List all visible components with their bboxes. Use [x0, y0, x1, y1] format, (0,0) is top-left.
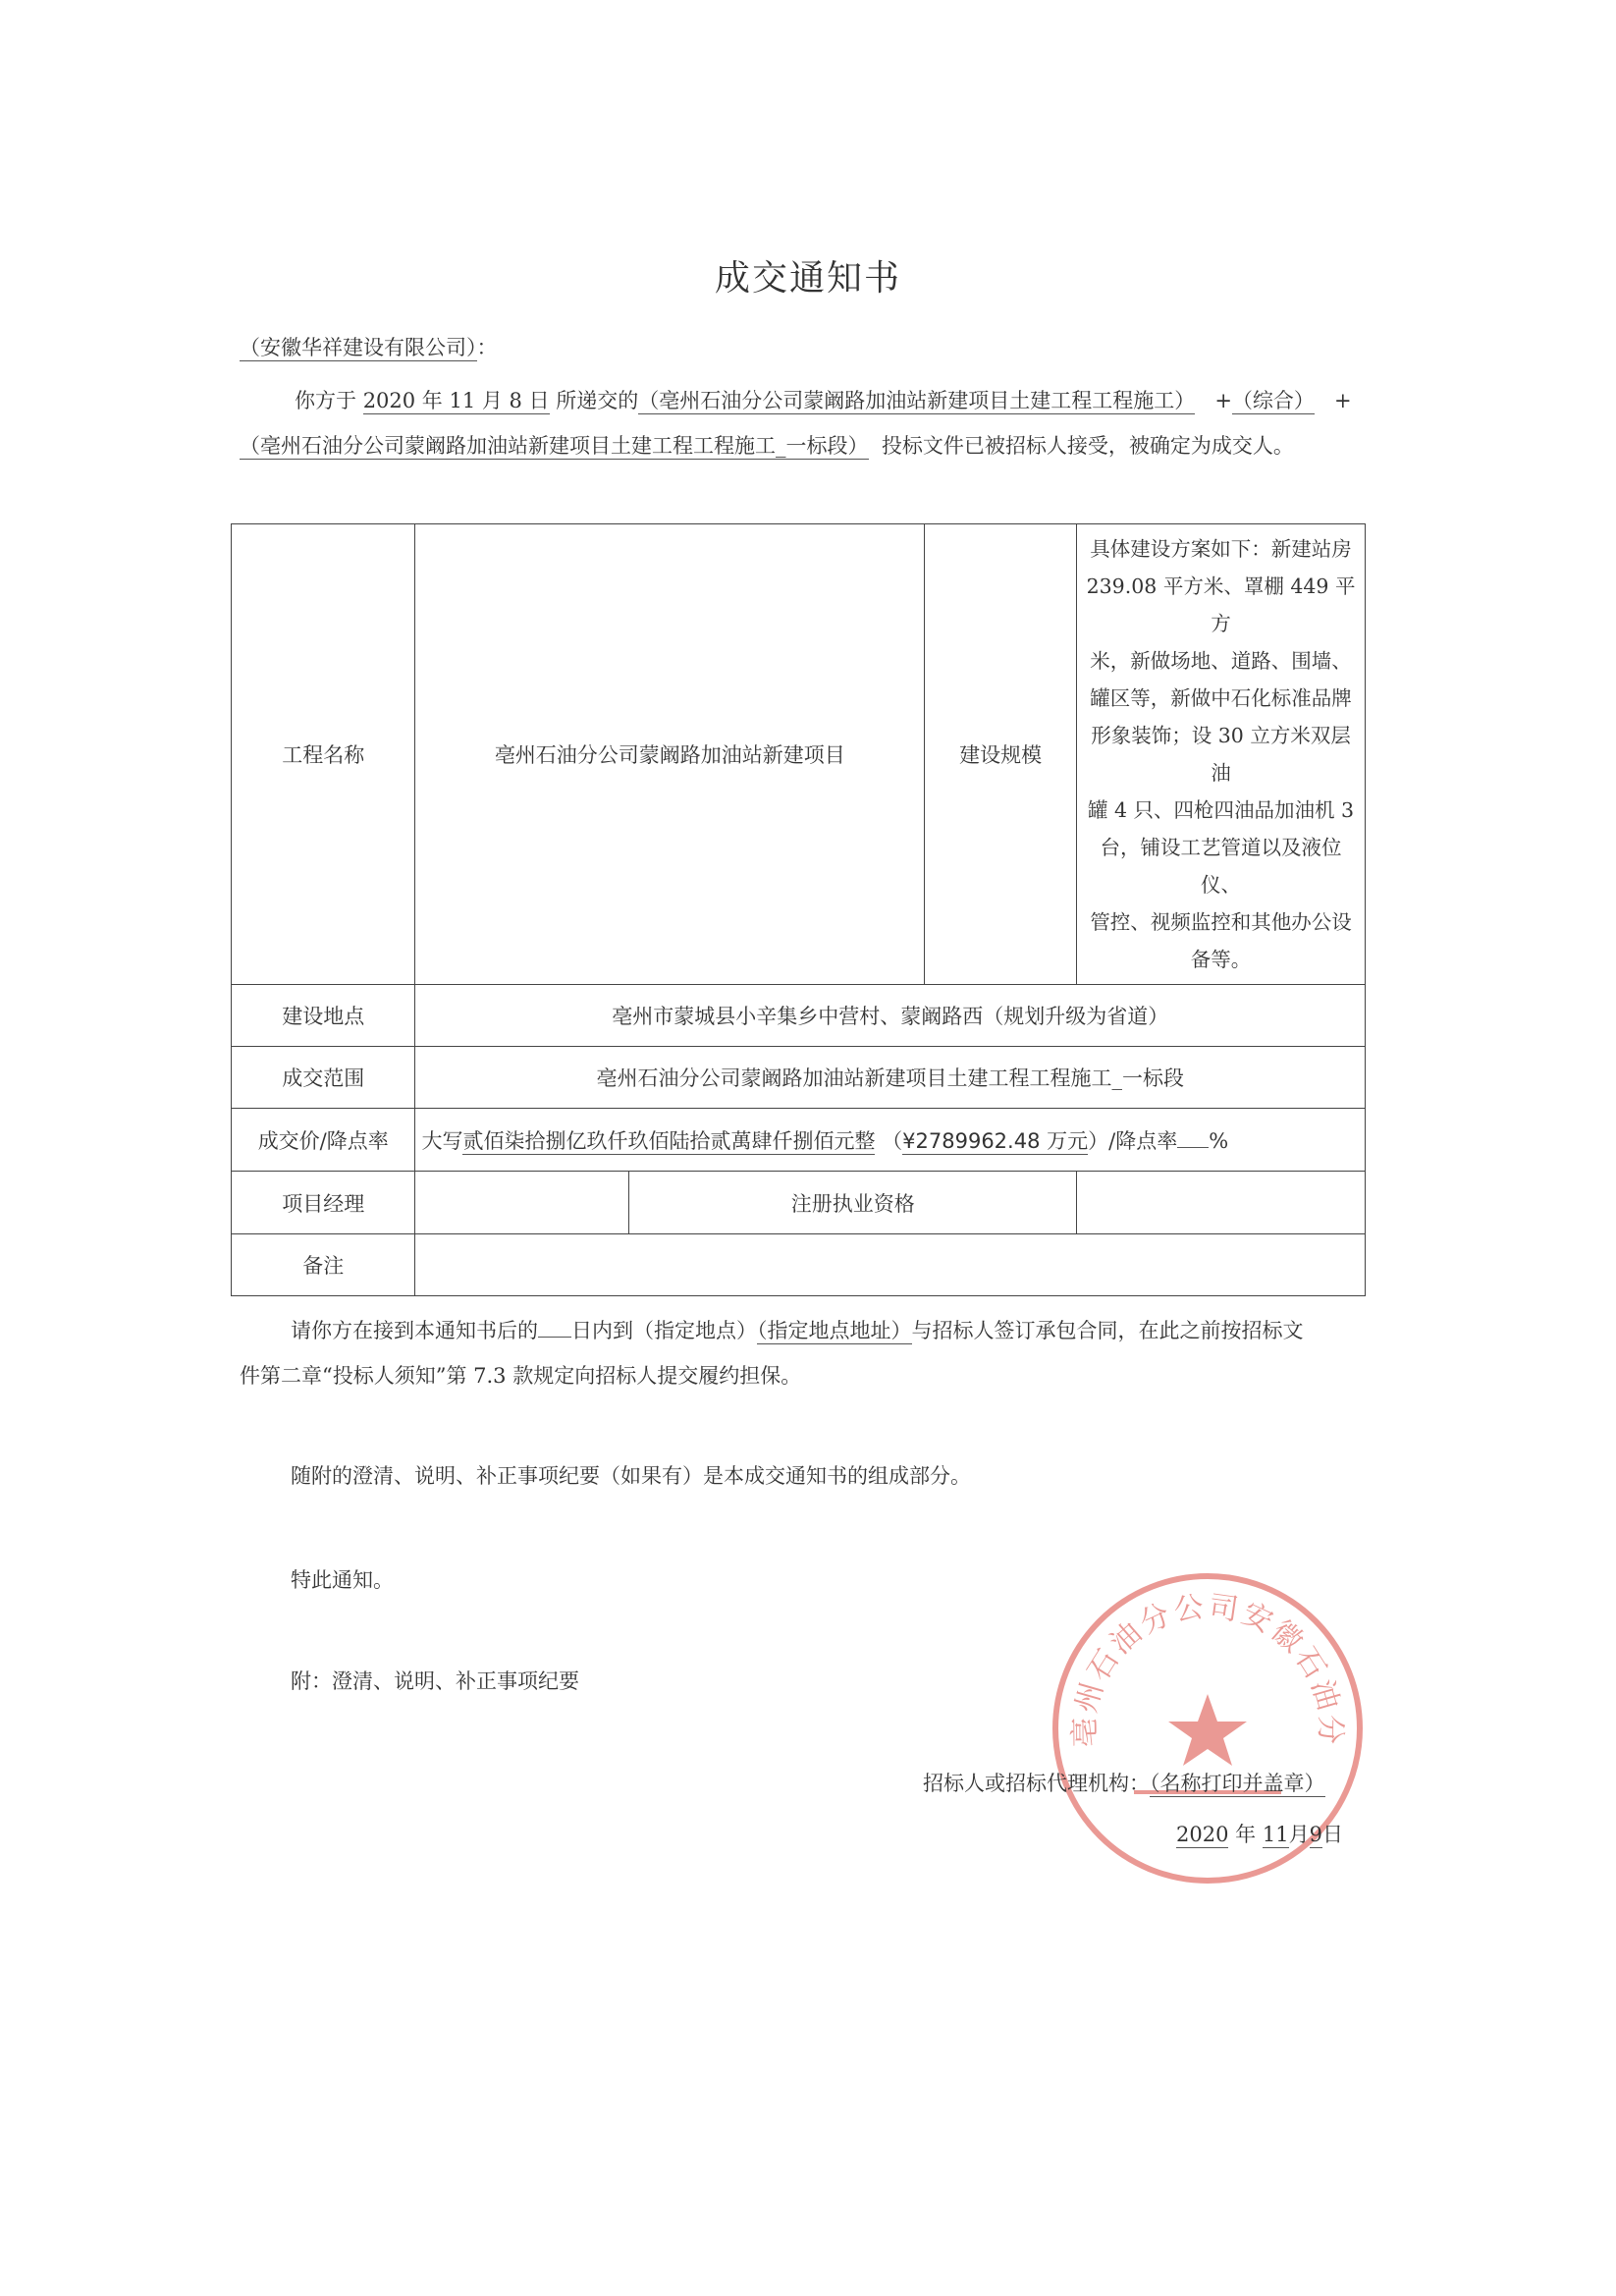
- month-unit: 月: [1288, 1823, 1310, 1846]
- price-paren: （: [882, 1128, 903, 1153]
- addressee: （安徽华祥建设有限公司）: [240, 336, 477, 359]
- signature-date: [1176, 1819, 1343, 1848]
- submission-date: 2020 年 11 月 8 日: [362, 389, 550, 412]
- plus-sign: +: [1214, 389, 1232, 412]
- scope-value: 亳州石油分公司蒙阚路加油站新建项目土建工程工程施工_一标段: [415, 1047, 1366, 1109]
- section-bid-name: （亳州石油分公司蒙阚路加油站新建项目土建工程工程施工_一标段）: [240, 434, 869, 458]
- rate-blank: [1177, 1126, 1209, 1148]
- addressee-suffix: ：: [476, 336, 498, 359]
- remarks-label: 备注: [232, 1234, 415, 1296]
- days-blank: [538, 1316, 571, 1338]
- para1-line2: [240, 430, 1294, 460]
- scale-line: 罐区等，新做中石化标准品牌: [1090, 686, 1352, 710]
- signature-name: （名称打印并盖章）: [1150, 1772, 1325, 1795]
- scope-label: 成交范围: [232, 1047, 415, 1109]
- para1-tail: 投标文件已被招标人接受，被确定为成交人。: [881, 434, 1294, 458]
- qualification-value: [1077, 1172, 1366, 1234]
- para2-line2: 件第二章“投标人须知”第 7.3 款规定向招标人提交履约担保。: [240, 1364, 802, 1388]
- remarks-value: [415, 1234, 1366, 1296]
- scale-line: 管控、视频监控和其他办公设: [1090, 910, 1352, 934]
- sign-month: 11: [1262, 1823, 1289, 1846]
- scale-line: 台，铺设工艺管道以及液位仪、: [1100, 836, 1342, 897]
- scale-line: 具体建设方案如下：新建站房: [1090, 537, 1352, 561]
- year-unit: 年: [1235, 1823, 1257, 1846]
- attachment-note: 附：澄清、说明、补正事项纪要: [291, 1669, 579, 1693]
- signature-line: [923, 1768, 1325, 1797]
- percent-sign: %: [1209, 1128, 1229, 1153]
- comprehensive-label: （综合）: [1231, 389, 1315, 412]
- signature-label: 招标人或招标代理机构：: [923, 1772, 1150, 1795]
- addressee-line: [240, 332, 498, 361]
- price-label: 成交价/降点率: [232, 1109, 415, 1172]
- scale-line: 米，新做场地、道路、围墙、: [1090, 649, 1352, 673]
- location-label: 建设地点: [232, 985, 415, 1047]
- para2-text-c: 与招标人签订承包合同，在此之前按招标文: [911, 1319, 1304, 1342]
- manager-label: 项目经理: [232, 1172, 415, 1234]
- plus-sign: +: [1333, 389, 1352, 412]
- scale-line: 备等。: [1190, 948, 1252, 971]
- scale-description: [1077, 524, 1366, 985]
- project-name-value: 亳州石油分公司蒙阚路加油站新建项目: [415, 524, 925, 985]
- scale-line: 罐 4 只、四枪四油品加油机 3: [1087, 798, 1355, 822]
- para1-text-b: 所递交的: [556, 389, 639, 412]
- price-value: [415, 1109, 1366, 1172]
- stamp-text: 亳州石油分公司安徽石油分: [1067, 1589, 1348, 1748]
- project-bid-name: （亳州石油分公司蒙阚路加油站新建项目土建工程工程施工）: [638, 389, 1196, 412]
- sign-year: 2020: [1176, 1823, 1229, 1846]
- para4: 特此通知。: [291, 1568, 394, 1592]
- project-name-label: 工程名称: [232, 524, 415, 985]
- para2-text-b: 日内到（指定地点）: [571, 1319, 757, 1342]
- para1-line1: [295, 385, 1352, 414]
- document-title: 成交通知书: [714, 258, 901, 299]
- price-number: ¥2789962.48 万元: [902, 1128, 1089, 1153]
- para1-text-a: 你方于: [295, 389, 356, 412]
- scale-line: 形象装饰；设 30 立方米双层油: [1091, 724, 1351, 785]
- rate-label: ）/降点率: [1088, 1128, 1178, 1153]
- qualification-label: 注册执业资格: [629, 1172, 1077, 1234]
- place-address: （指定地点地址）: [757, 1319, 912, 1342]
- scale-line: 239.08 平方米、罩棚 449 平方: [1086, 574, 1356, 635]
- day-unit: 日: [1321, 1823, 1343, 1846]
- location-value: 亳州市蒙城县小辛集乡中营村、蒙阚路西（规划升级为省道）: [415, 985, 1366, 1047]
- para3: 随附的澄清、说明、补正事项纪要（如果有）是本成交通知书的组成部分。: [291, 1464, 971, 1488]
- para2-line1: [291, 1315, 1304, 1344]
- sign-day: 9: [1309, 1823, 1322, 1846]
- manager-value: [415, 1172, 629, 1234]
- para2-text-a: 请你方在接到本通知书后的: [291, 1319, 538, 1342]
- price-in-words: 贰佰柒拾捌亿玖仟玖佰陆拾贰萬肆仟捌佰元整: [462, 1128, 876, 1153]
- scale-label: 建设规模: [925, 524, 1077, 985]
- price-prefix: 大写: [421, 1128, 463, 1153]
- contract-info-table: [231, 523, 1366, 1296]
